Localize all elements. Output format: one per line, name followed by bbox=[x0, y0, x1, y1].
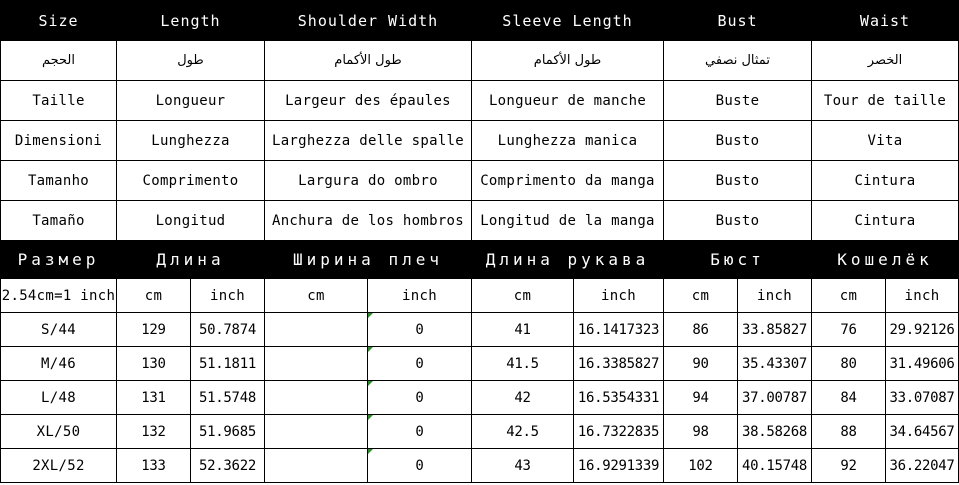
header-waist: Waist bbox=[812, 1, 959, 41]
header-row-portuguese bbox=[1, 161, 959, 201]
sleeve-inch: 16.5354331 bbox=[574, 381, 664, 415]
spanish-shoulder-width: Anchura de los hombros bbox=[265, 201, 472, 241]
unit-cell: inch bbox=[368, 279, 472, 313]
header-length: Length bbox=[117, 1, 265, 41]
unit-cell: inch bbox=[886, 279, 959, 313]
length-inch: 51.1811 bbox=[191, 347, 265, 381]
italian-waist: Vita bbox=[812, 121, 959, 161]
bust-cm: 94 bbox=[664, 381, 738, 415]
header-row-arabic bbox=[1, 41, 959, 81]
cell-value: 0 bbox=[415, 355, 424, 372]
unit-cell: cm bbox=[117, 279, 191, 313]
arabic-shoulder-width: طول الأكمام bbox=[265, 41, 472, 81]
sleeve-inch: 16.1417323 bbox=[574, 313, 664, 347]
size-label: XL/50 bbox=[1, 415, 117, 449]
russian-waist: Кошелёк bbox=[812, 241, 959, 279]
waist-inch: 29.92126 bbox=[886, 313, 959, 347]
cell-value: 0 bbox=[415, 423, 424, 440]
bust-inch: 33.85827 bbox=[738, 313, 812, 347]
shoulder-inch bbox=[368, 449, 472, 483]
shoulder-inch bbox=[368, 381, 472, 415]
italian-length: Lunghezza bbox=[117, 121, 265, 161]
sleeve-cm: 41.5 bbox=[472, 347, 574, 381]
formula-marker-icon bbox=[368, 415, 373, 420]
portuguese-sleeve-length: Comprimento da manga bbox=[472, 161, 664, 201]
cell-value: 0 bbox=[415, 389, 424, 406]
waist-inch: 31.49606 bbox=[886, 347, 959, 381]
french-shoulder-width: Largeur des épaules bbox=[265, 81, 472, 121]
unit-cell: inch bbox=[574, 279, 664, 313]
shoulder-cm bbox=[265, 381, 368, 415]
french-length: Longueur bbox=[117, 81, 265, 121]
french-bust: Buste bbox=[664, 81, 812, 121]
portuguese-bust: Busto bbox=[664, 161, 812, 201]
russian-sleeve-length: Длина рукава bbox=[472, 241, 664, 279]
italian-shoulder-width: Larghezza delle spalle bbox=[265, 121, 472, 161]
formula-marker-icon bbox=[368, 313, 373, 318]
arabic-sleeve-length: طول الأكمام bbox=[472, 41, 664, 81]
spanish-length: Longitud bbox=[117, 201, 265, 241]
french-size: Taille bbox=[1, 81, 117, 121]
shoulder-cm bbox=[265, 313, 368, 347]
shoulder-cm bbox=[265, 449, 368, 483]
sleeve-cm: 42 bbox=[472, 381, 574, 415]
header-sleeve-length: Sleeve Length bbox=[472, 1, 664, 41]
length-inch: 50.7874 bbox=[191, 313, 265, 347]
sleeve-cm: 41 bbox=[472, 313, 574, 347]
italian-bust: Busto bbox=[664, 121, 812, 161]
unit-cell: cm bbox=[664, 279, 738, 313]
length-cm: 129 bbox=[117, 313, 191, 347]
spanish-waist: Cintura bbox=[812, 201, 959, 241]
spanish-bust: Busto bbox=[664, 201, 812, 241]
shoulder-inch bbox=[368, 415, 472, 449]
length-cm: 131 bbox=[117, 381, 191, 415]
bust-cm: 90 bbox=[664, 347, 738, 381]
waist-cm: 80 bbox=[812, 347, 886, 381]
header-row-english bbox=[1, 1, 959, 41]
arabic-length: طول bbox=[117, 41, 265, 81]
length-inch: 52.3622 bbox=[191, 449, 265, 483]
sleeve-inch: 16.3385827 bbox=[574, 347, 664, 381]
italian-sleeve-length: Lunghezza manica bbox=[472, 121, 664, 161]
arabic-size: الحجم bbox=[1, 41, 117, 81]
header-row-italian bbox=[1, 121, 959, 161]
length-cm: 130 bbox=[117, 347, 191, 381]
formula-marker-icon bbox=[368, 381, 373, 386]
spanish-sleeve-length: Longitud de la manga bbox=[472, 201, 664, 241]
bust-inch: 40.15748 bbox=[738, 449, 812, 483]
waist-inch: 34.64567 bbox=[886, 415, 959, 449]
portuguese-shoulder-width: Largura do ombro bbox=[265, 161, 472, 201]
bust-inch: 38.58268 bbox=[738, 415, 812, 449]
table-row bbox=[1, 347, 959, 381]
sleeve-inch: 16.7322835 bbox=[574, 415, 664, 449]
unit-cell: cm bbox=[265, 279, 368, 313]
shoulder-cm bbox=[265, 415, 368, 449]
arabic-bust: تمثال نصفي bbox=[664, 41, 812, 81]
spanish-size: Tamaño bbox=[1, 201, 117, 241]
header-size: Size bbox=[1, 1, 117, 41]
shoulder-cm bbox=[265, 347, 368, 381]
header-shoulder-width: Shoulder Width bbox=[265, 1, 472, 41]
table-row bbox=[1, 313, 959, 347]
table-row bbox=[1, 381, 959, 415]
header-row-russian bbox=[1, 241, 959, 279]
length-cm: 133 bbox=[117, 449, 191, 483]
unit-cell: cm bbox=[472, 279, 574, 313]
length-inch: 51.9685 bbox=[191, 415, 265, 449]
unit-cell: cm bbox=[812, 279, 886, 313]
arabic-waist: الخصر bbox=[812, 41, 959, 81]
waist-cm: 84 bbox=[812, 381, 886, 415]
french-waist: Tour de taille bbox=[812, 81, 959, 121]
sleeve-inch: 16.9291339 bbox=[574, 449, 664, 483]
portuguese-length: Comprimento bbox=[117, 161, 265, 201]
formula-marker-icon bbox=[368, 347, 373, 352]
units-row bbox=[1, 279, 959, 313]
table-row bbox=[1, 449, 959, 483]
header-row-spanish bbox=[1, 201, 959, 241]
unit-conversion-note: 2.54cm=1 inch bbox=[1, 279, 117, 313]
waist-inch: 33.07087 bbox=[886, 381, 959, 415]
portuguese-size: Tamanho bbox=[1, 161, 117, 201]
waist-inch: 36.22047 bbox=[886, 449, 959, 483]
size-label: M/46 bbox=[1, 347, 117, 381]
russian-length: Длина bbox=[117, 241, 265, 279]
bust-cm: 98 bbox=[664, 415, 738, 449]
shoulder-inch bbox=[368, 347, 472, 381]
russian-shoulder-width: Ширина плеч bbox=[265, 241, 472, 279]
formula-marker-icon bbox=[368, 449, 373, 454]
sleeve-cm: 42.5 bbox=[472, 415, 574, 449]
bust-inch: 37.00787 bbox=[738, 381, 812, 415]
waist-cm: 88 bbox=[812, 415, 886, 449]
header-bust: Bust bbox=[664, 1, 812, 41]
length-inch: 51.5748 bbox=[191, 381, 265, 415]
sleeve-cm: 43 bbox=[472, 449, 574, 483]
russian-bust: Бюст bbox=[664, 241, 812, 279]
length-cm: 132 bbox=[117, 415, 191, 449]
bust-cm: 102 bbox=[664, 449, 738, 483]
header-row-french bbox=[1, 81, 959, 121]
unit-cell: inch bbox=[191, 279, 265, 313]
size-label: S/44 bbox=[1, 313, 117, 347]
table-row bbox=[1, 415, 959, 449]
unit-cell: inch bbox=[738, 279, 812, 313]
size-label: 2XL/52 bbox=[1, 449, 117, 483]
french-sleeve-length: Longueur de manche bbox=[472, 81, 664, 121]
shoulder-inch bbox=[368, 313, 472, 347]
portuguese-waist: Cintura bbox=[812, 161, 959, 201]
size-label: L/48 bbox=[1, 381, 117, 415]
bust-inch: 35.43307 bbox=[738, 347, 812, 381]
waist-cm: 76 bbox=[812, 313, 886, 347]
bust-cm: 86 bbox=[664, 313, 738, 347]
russian-size: Размер bbox=[1, 241, 117, 279]
waist-cm: 92 bbox=[812, 449, 886, 483]
cell-value: 0 bbox=[415, 321, 424, 338]
cell-value: 0 bbox=[415, 457, 424, 474]
italian-size: Dimensioni bbox=[1, 121, 117, 161]
